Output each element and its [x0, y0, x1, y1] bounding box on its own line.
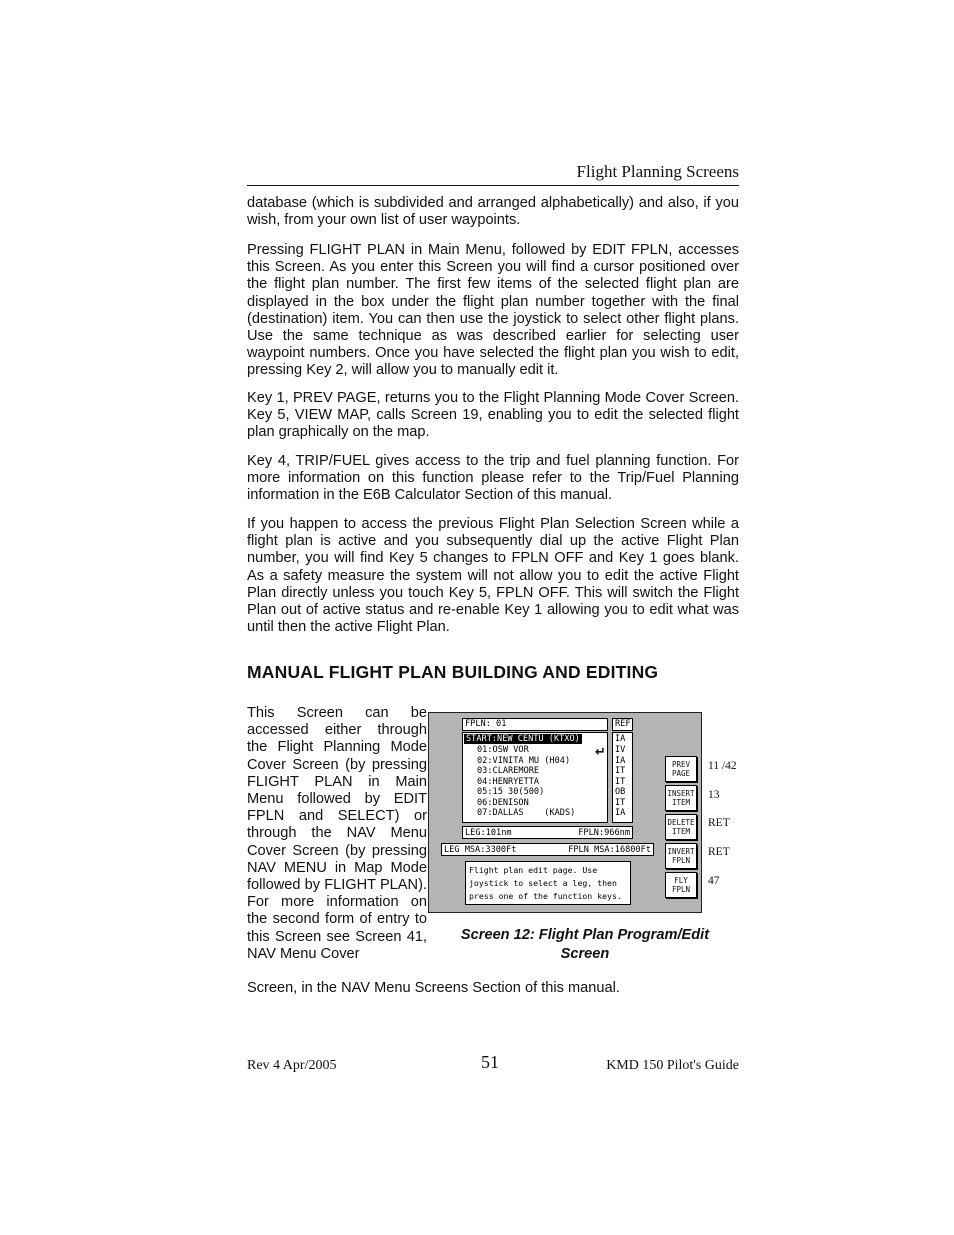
- paragraph-4: Key 4, TRIP/FUEL gives access to the trip and fuel planning function. For more information on this function please refer to the Trip/Fuel Planning information in the E6B Calculator Section of this manual.: [247, 453, 739, 504]
- leg-msa: LEG MSA:3300Ft: [444, 845, 517, 855]
- prev-page-key[interactable]: [665, 756, 697, 782]
- distance-bar: [462, 826, 633, 839]
- ref-cell: IA: [615, 808, 626, 818]
- screen-12-figure: [428, 712, 702, 913]
- waypoint-row[interactable]: 01:OSW VOR: [477, 745, 529, 755]
- fpln-msa: FPLN MSA:16800Ft: [568, 845, 651, 855]
- waypoint-row[interactable]: 06:DENISON: [477, 797, 529, 808]
- leg-distance: LEG:101nm: [465, 828, 512, 838]
- help-line: press one of the function keys.: [469, 891, 622, 901]
- key-label: INVERT: [667, 847, 695, 856]
- fpln-number-box: FPLN: 01: [462, 718, 608, 731]
- key-label: INSERT: [667, 789, 695, 798]
- ref-cell: IA: [615, 734, 626, 744]
- paragraph-2: Pressing FLIGHT PLAN in Main Menu, followed by EDIT FPLN, accesses this Screen. As you enter this Screen you will find a cursor positioned over the flight plan number. The first few items of the selected flight plan are displayed in the box under the flight plan number together with the final (destination) item. You can then use the joystick to select other flight plans. Use the same technique as was described earlier for selecting user waypoint numbers. Once you have selected the flight plan you wish to edit, pressing Key 2, will allow you to manually edit it.: [247, 242, 739, 379]
- header-rule: [247, 185, 739, 186]
- ref-header: REF: [612, 718, 633, 731]
- wrapped-paragraph: This Screen can be accessed either through the Flight Planning Mode Cover Screen (by pressing FLIGHT PLAN in Main Menu followed by EDIT FPLN and SELECT) or through the NAV Menu Cover Screen (by pressing NAV MENU in Map Mode followed by FLIGHT PLAN). For more information on the second form of entry to this Screen see Screen 41, NAV Menu Cover: [247, 705, 427, 962]
- key-4-side-label: RET: [708, 846, 730, 858]
- key-1-side-label: 11 /42: [708, 760, 737, 772]
- figure-caption: Screen 12: Flight Plan Program/Edit Screen: [460, 927, 710, 962]
- key-2-side-label: 13: [708, 789, 720, 801]
- section-heading: MANUAL FLIGHT PLAN BUILDING AND EDITING: [247, 662, 659, 682]
- ref-cell: OB: [615, 787, 626, 797]
- ref-cell: IT: [615, 776, 626, 787]
- help-box: [465, 861, 631, 905]
- paragraph-1: database (which is subdivided and arranged alphabetically) and also, if you wish, from your own list of user waypoints.: [247, 195, 739, 229]
- key-label: FPLN: [671, 856, 691, 865]
- key-label: ITEM: [671, 827, 691, 836]
- key-label: FPLN: [671, 885, 691, 894]
- start-waypoint-row[interactable]: START:NEW CENTU (KTXO): [466, 734, 580, 744]
- waypoint-list: [462, 732, 608, 823]
- waypoint-row[interactable]: 07:DALLAS (KADS): [477, 808, 576, 818]
- page-number: 51: [481, 1052, 499, 1072]
- wrapped-paragraph-tail: Screen, in the NAV Menu Screens Section of this manual.: [247, 980, 620, 996]
- fpln-distance: FPLN:966nm: [578, 828, 630, 838]
- key-5-side-label: 47: [708, 875, 720, 887]
- help-line: Flight plan edit page. Use: [469, 865, 598, 875]
- insert-item-key[interactable]: [665, 785, 697, 811]
- key-label: PREV: [671, 760, 691, 769]
- fly-fpln-key[interactable]: [665, 872, 697, 898]
- ref-cell: IV: [615, 745, 626, 755]
- paragraph-5: If you happen to access the previous Flight Plan Selection Screen while a flight plan is active and you subsequently dial up the active Flight Plan number, you will find Key 5 changes to FPLN OFF and Key 1 goes blank. As a safety measure the system will not allow you to edit the active Flight Plan directly unless you touch Key 5, FPLN OFF. This will switch the Flight Plan out of active status and re-enable Key 1 allowing you to edit what was until then the active Flight Plan.: [247, 516, 739, 636]
- delete-item-key[interactable]: [665, 814, 697, 840]
- key-label: PAGE: [671, 769, 691, 778]
- waypoint-row[interactable]: 02:VINITA MU (H04): [477, 755, 571, 766]
- invert-fpln-key[interactable]: [665, 843, 697, 869]
- ref-cell: IA: [615, 755, 626, 766]
- key-3-side-label: RET: [708, 817, 730, 829]
- msa-bar: [441, 843, 654, 856]
- key-label: ITEM: [671, 798, 691, 807]
- waypoint-row[interactable]: 04:HENRYETTA: [477, 776, 540, 787]
- key-label: DELETE: [667, 818, 695, 827]
- running-head: Flight Planning Screens: [576, 162, 739, 181]
- ref-cell: IT: [615, 797, 626, 808]
- ref-column: [612, 732, 633, 823]
- footer-revision: Rev 4 Apr/2005: [247, 1058, 337, 1073]
- help-line: joystick to select a leg, then: [469, 878, 617, 888]
- return-arrow-icon: ↵: [595, 745, 606, 760]
- ref-cell: IT: [615, 766, 626, 776]
- paragraph-3: Key 1, PREV PAGE, returns you to the Flight Planning Mode Cover Screen. Key 5, VIEW MAP, calls Screen 19, enabling you to edit the selected flight plan graphically on the map.: [247, 390, 739, 441]
- waypoint-row[interactable]: 03:CLAREMORE: [477, 766, 540, 776]
- waypoint-row[interactable]: 05:15 30(500): [477, 787, 545, 797]
- footer-manual-title: KMD 150 Pilot's Guide: [606, 1058, 739, 1073]
- key-label: FLY: [674, 876, 688, 885]
